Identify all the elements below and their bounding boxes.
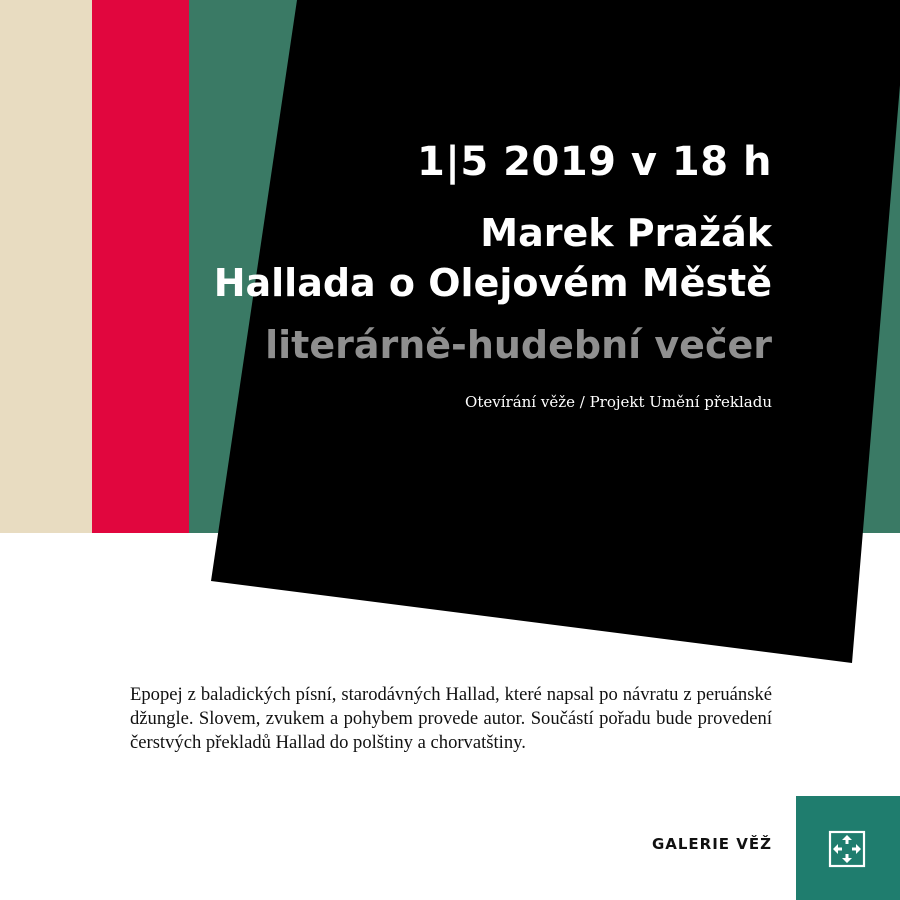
description-paragraph: Epopej z baladických písní, starodávných Hallad, které napsal po návratu z peruánské džungle. Slovem, zvukem a pohybem provede autor. Součástí pořadu bude provedení čerstvých překladů Hallad do polštiny a chorvatštiny. xyxy=(130,684,772,753)
event-date: 1|5 2019 v 18 h xyxy=(416,139,772,185)
event-description xyxy=(130,683,772,755)
gallery-logo xyxy=(796,796,900,900)
event-headline xyxy=(214,136,772,412)
four-arrows-square-icon xyxy=(827,829,867,869)
event-tagline: Otevírání věže / Projekt Umění překladu xyxy=(465,393,772,411)
event-subtitle: literárně-hudební večer xyxy=(265,323,772,367)
event-author: Marek Pražák xyxy=(480,211,772,255)
event-title: Hallada o Olejovém Městě xyxy=(213,261,772,305)
gallery-name: GALERIE VĚŽ xyxy=(651,835,772,853)
